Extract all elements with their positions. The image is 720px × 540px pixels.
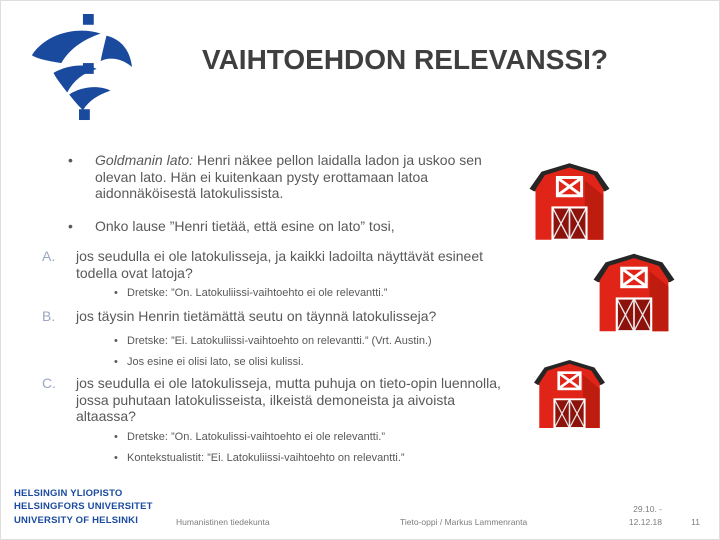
university-name-en: UNIVERSITY OF HELSINKI	[14, 514, 139, 526]
case-b-text: jos täysin Henrin tietämättä seutu on täynnä latokulisseja?	[76, 308, 437, 325]
university-name-fi: HELSINGIN YLIOPISTO	[14, 488, 123, 499]
case-a-sub1-text: Dretske: ”On. Latokuliissi-vaihtoehto ei ole relevantti.”	[127, 287, 388, 300]
barn-image	[527, 163, 612, 240]
footer-dates	[596, 503, 662, 529]
sub-bullet-case-a-dretske	[40, 287, 518, 300]
sub-bullet-case-c-dretske	[40, 431, 518, 444]
case-b-marker: B.	[42, 308, 56, 325]
case-c-marker: C.	[42, 375, 56, 392]
footer-faculty: Humanistinen tiedekunta	[176, 517, 270, 527]
sub-bullet-icon: •	[114, 430, 118, 443]
bullet-icon: •	[68, 152, 73, 168]
list-item-case-a	[40, 248, 518, 281]
list-item-case-b	[40, 308, 518, 325]
goldman-lead-italic: Goldmanin lato:	[95, 152, 194, 168]
slide-page-number: 11	[691, 517, 700, 527]
case-c-text: jos seudulla ei ole latokulisseja, mutta puhuja on tieto-opin luennolla, jossa puhutaan latokulisseista, ilkeistä demoneista ja aivoista altaassa?	[76, 375, 501, 425]
university-of-helsinki-logo-icon	[26, 12, 134, 122]
bullet-item-question	[40, 218, 518, 235]
bullet-icon: •	[68, 217, 73, 234]
list-item-case-c	[40, 375, 518, 425]
sub-bullet-case-c-contextualists	[40, 452, 518, 465]
sub-bullet-icon: •	[114, 451, 118, 464]
case-a-text: jos seudulla ei ole latokulisseja, ja kaikki ladoilta näyttävät esineet todella ovat latoja?	[76, 248, 484, 281]
slide-body	[40, 152, 518, 465]
university-name-sv: HELSINGFORS UNIVERSITET	[14, 501, 153, 513]
footer-date-line2: 12.12.18	[628, 517, 662, 528]
goldman-rest-text: Henri näkee pellon laidalla ladon ja uskoo sen olevan lato. Hän ei kuitenkaan pysty erottamaan latoa aidonnäköisestä latokulissista.	[95, 152, 482, 202]
case-b-sub2-text: Jos esine ei olisi lato, se olisi kulissi.	[127, 355, 304, 368]
bullet-goldman-text	[95, 152, 518, 202]
case-c-sub2-text: Kontekstualistit: ”Ei. Latokuliissi-vaihtoehto on relevantti.”	[127, 451, 405, 464]
university-wordmark	[14, 487, 153, 527]
bullet-question-text: Onko lause ”Henri tietää, että esine on lato” tosi,	[95, 217, 395, 234]
sub-bullet-icon: •	[114, 287, 118, 300]
slide-title: VAIHTOEHDON RELEVANSSI?	[201, 44, 609, 75]
barn-image	[527, 360, 612, 428]
case-a-marker: A.	[42, 248, 56, 265]
footer-course-author: Tieto-oppi / Markus Lammenranta	[400, 517, 528, 527]
footer-date-line1: 29.10. -	[633, 504, 662, 514]
barn-image	[591, 253, 677, 332]
sub-bullet-case-b-dretske	[40, 335, 518, 348]
sub-bullet-icon: •	[114, 334, 118, 347]
bullet-item-goldman	[40, 152, 518, 202]
sub-bullet-case-b-note	[40, 356, 518, 369]
case-c-sub1-text: Dretske: ”On. Latokulissi-vaihtoehto ei ole relevantti.”	[127, 430, 386, 443]
sub-bullet-icon: •	[114, 355, 118, 368]
case-b-sub1-text: Dretske: ”Ei. Latokuliissi-vaihtoehto on relevantti.” (Vrt. Austin.)	[127, 334, 432, 347]
